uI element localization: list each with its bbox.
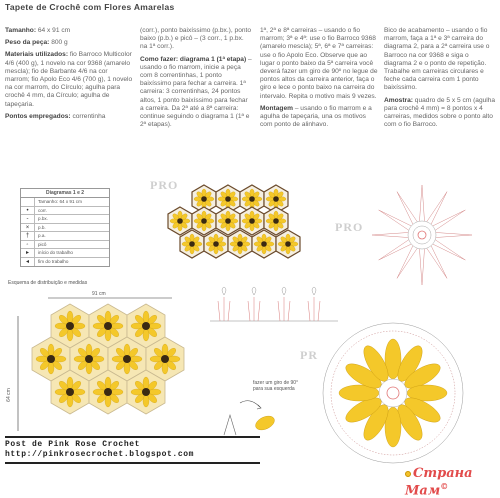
footer-url[interactable]: http://pinkrosecrochet.blogspot.com — [5, 450, 195, 459]
rug-photo — [152, 178, 302, 278]
legend-text: Tamanho: 64 x 91 cm — [38, 199, 82, 205]
instructions-column-2 — [260, 27, 378, 133]
footer-rule-top — [5, 436, 260, 438]
height-label: 64 cm — [5, 388, 12, 402]
turn-note: fazer um giro de 90° para sua esquerda — [253, 380, 299, 392]
materials-column — [5, 27, 133, 125]
stitches-value: correntinha — [72, 112, 106, 120]
how-to-value: – usando o fio marrom, inicie a peça com 8 correntinhas, 1 ponto baixíssimo para fechar a carreira. 1ª carreira: 3 correntinhas, 24 pontos altos, 1 ponto baixíssimo para fechar a carreira. Da 2ª até a 8ª carreira: continue seguindo o diagrama 1 (1ª e 2ª etapas). — [140, 55, 252, 129]
legend-text: fim do trabalho — [38, 259, 69, 265]
assembly-value: – usando o fio marrom e a agulha de tapeçaria, una os motivos com ponto de alinhavo. — [260, 104, 372, 129]
diagram-ray — [379, 210, 412, 230]
gauge-label: Amostra: — [384, 96, 413, 104]
legend-symbol: ◦ — [21, 241, 35, 249]
stitch-intro: (corr.), ponto baixíssimo (p.bx.), ponto baixo (p.b.) e picô – (3 corr., 1 p.bx. na 1ª corr.). — [140, 27, 252, 51]
footer-rule-bottom — [5, 462, 260, 464]
legend-row — [21, 215, 109, 224]
flower-logo-icon — [405, 471, 411, 477]
legend-text: p.bx. — [38, 216, 48, 222]
legend-symbol: † — [21, 232, 35, 240]
diagram-ray — [419, 185, 424, 221]
instructions-column-3 — [384, 27, 496, 133]
diagram-ray — [397, 192, 417, 225]
legend-row — [21, 258, 109, 267]
assembly-label: Montagem — [260, 104, 293, 112]
diagram1-star — [367, 180, 477, 290]
diagram-ray — [379, 240, 412, 260]
weight-value: 800 g — [51, 39, 68, 47]
diagram-ray — [436, 232, 472, 237]
size-value: 64 x 91 cm — [37, 27, 71, 34]
stitches-label: Pontos empregados: — [5, 112, 71, 120]
legend-symbol: - — [21, 215, 35, 223]
legend-text: p.b. — [38, 224, 46, 230]
corner-watermark-text: Страна Мам — [405, 466, 473, 498]
size-label: Tamanho: — [5, 27, 37, 34]
width-label: 91 cm — [92, 291, 106, 297]
legend-row — [21, 207, 109, 216]
diagram1-circle — [318, 318, 468, 468]
legend-row — [21, 198, 109, 207]
how-to-label: Como fazer: diagrama 1 (1ª etapa) — [140, 55, 247, 63]
legend-symbol — [21, 198, 35, 206]
legend-text: corr. — [38, 207, 47, 213]
turn-arrow — [220, 395, 290, 440]
materials-value: fio Barroco Multicolor 4/6 (400 g), 1 novelo na cor 9368 (amarelo mescla); fio de Barbante 4/6 na cor marrom; fio Apolo Eco 4/6 (700 g), 1 novelo na cor marrom, do Círculo; agulha para crochê 4 mm, da Círculo; agulha de tapeçaria. — [5, 51, 133, 108]
diagram-ray — [419, 249, 424, 285]
legend-row — [21, 249, 109, 258]
watermark-left: PRO — [150, 178, 179, 192]
diagram-ray — [427, 192, 447, 225]
diagram-ray — [372, 232, 408, 237]
diagram-ray — [433, 240, 466, 260]
legend-symbol: ▸ — [21, 249, 35, 257]
corner-watermark — [405, 466, 500, 498]
watermark-center: PR — [300, 348, 318, 362]
weight-label: Peso da peça: — [5, 39, 50, 47]
legend-row — [21, 241, 109, 250]
legend-symbol: × — [21, 224, 35, 232]
legend-symbol: ◂ — [21, 258, 35, 267]
legend-row — [21, 224, 109, 233]
page-title: Tapete de Crochê com Flores Amarelas — [5, 2, 175, 12]
distribution-scheme — [12, 296, 192, 446]
legend-symbol: • — [21, 207, 35, 215]
diagram-ray — [427, 246, 447, 279]
gauge-value: quadro de 5 x 5 cm (agulha para crochê 4 mm) = 8 pontos x 4 carreiras, medidos sobre o ponto alto com o fio Barroco. — [384, 96, 496, 129]
rows-text: 1ª, 2ª e 8ª carreiras – usando o fio marrom; 3ª e 4ª: use o fio Barroco 9368 (amarelo mescla); 5ª, 6ª e 7ª carreiras: use o fio Apolo Eco. Observe que ao lugar o ponto baixo da 5ª carreira você deverá fazer um giro de 90º no legue de pontos altos da carreira anterior, faça o giro e lece o ponto baixo na carreira do intervalo. Repita o motivo mais 9 vezes. — [260, 27, 378, 100]
legend-row — [21, 232, 109, 241]
copyright-mark: © — [440, 481, 449, 491]
legend-text: início do trabalho — [38, 250, 73, 256]
footer-credit — [5, 440, 194, 460]
materials-label: Materiais utilizados: — [5, 51, 69, 59]
footer-line-1: Post de Pink Rose Crochet — [5, 440, 141, 449]
stitch-legend — [20, 188, 110, 267]
legend-text: picô — [38, 241, 47, 247]
instructions-column-1 — [140, 27, 252, 133]
diagram-ray — [397, 246, 417, 279]
diagram-ray — [433, 210, 466, 230]
scheme-label: Esquema de distribuição e medidas — [8, 280, 88, 286]
watermark-right: PRO — [335, 220, 364, 234]
legend-header: Diagramas 1 e 2 — [21, 189, 109, 198]
legend-text: p.a. — [38, 233, 46, 239]
edging-text: Bico de acabamento – usando o fio marrom, faça a 1ª e 3ª carreira do diagrama 2, para a 2ª carreira use o Barroco na cor 9368 e siga o diagrama 2 e o ponto de repetição. Trabalhe em carreiras circulares e feche cada carreira com 1 ponto baixíssimo. — [384, 27, 490, 92]
